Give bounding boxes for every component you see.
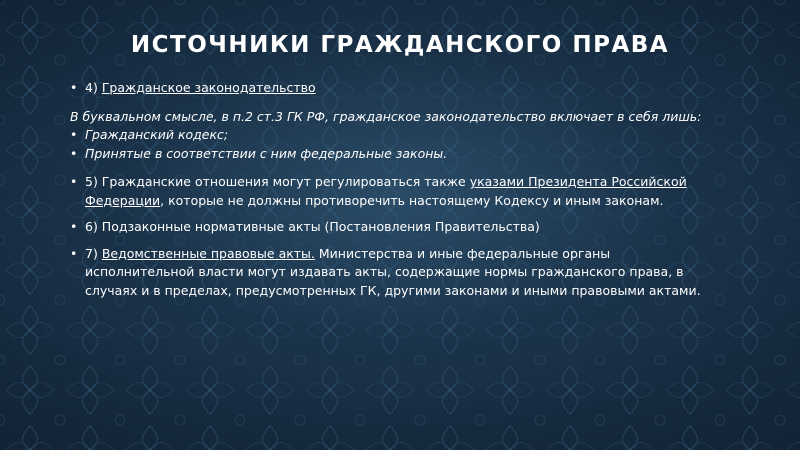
bullet-icon: • (70, 127, 78, 142)
item-number: 7) (85, 245, 102, 261)
bullet-item-departmental-acts (70, 245, 720, 301)
civil-legislation-link[interactable]: Гражданское законодательство (101, 80, 316, 95)
bullet-icon: • (70, 145, 78, 161)
presidential-decrees-link[interactable]: указами Президента Российской Федерации (85, 174, 687, 208)
bullet-text: Принятые в соответствии с ним федеральные законы. (85, 145, 448, 161)
bullet-item-presidential-decrees (70, 173, 720, 210)
item-number: 4) (85, 80, 102, 95)
bullet-text: 6) Подзаконные нормативные акты (Постановления Правительства) (85, 219, 540, 234)
bullet-text-continued: , которые не должны противоречить настоящему Кодексу и иным законам. (160, 192, 664, 208)
bullet-item-civil-legislation (70, 79, 720, 98)
bullet-item-civil-code (70, 126, 720, 145)
slide-content (70, 79, 720, 300)
bullet-icon: • (70, 245, 78, 261)
literal-meaning-paragraph: В буквальном смысле, в п.2 ст.3 ГК РФ, гражданское законодательство включает в себя лишь: (70, 108, 702, 124)
bullet-text: 5) Гражданские отношения могут регулироваться также (85, 174, 470, 189)
bullet-icon: • (70, 174, 78, 189)
bullet-item-bylaws (70, 218, 720, 237)
bullet-icon: • (70, 219, 78, 234)
bullet-text-continued: Министерства и иные федеральные органы исполнительной власти могут издавать акты, содержащие нормы гражданского права, в случаях и в пределах, предусмотренных ГК, другими законами и иными правовыми актами. (85, 245, 701, 298)
bullet-item-federal-laws (70, 145, 720, 164)
bullet-text: Гражданский кодекс; (85, 127, 229, 142)
bullet-icon: • (70, 80, 78, 95)
departmental-acts-link[interactable]: Ведомственные правовые акты. (101, 245, 315, 261)
slide-title: ИСТОЧНИКИ ГРАЖДАНСКОГО ПРАВА (130, 32, 670, 58)
